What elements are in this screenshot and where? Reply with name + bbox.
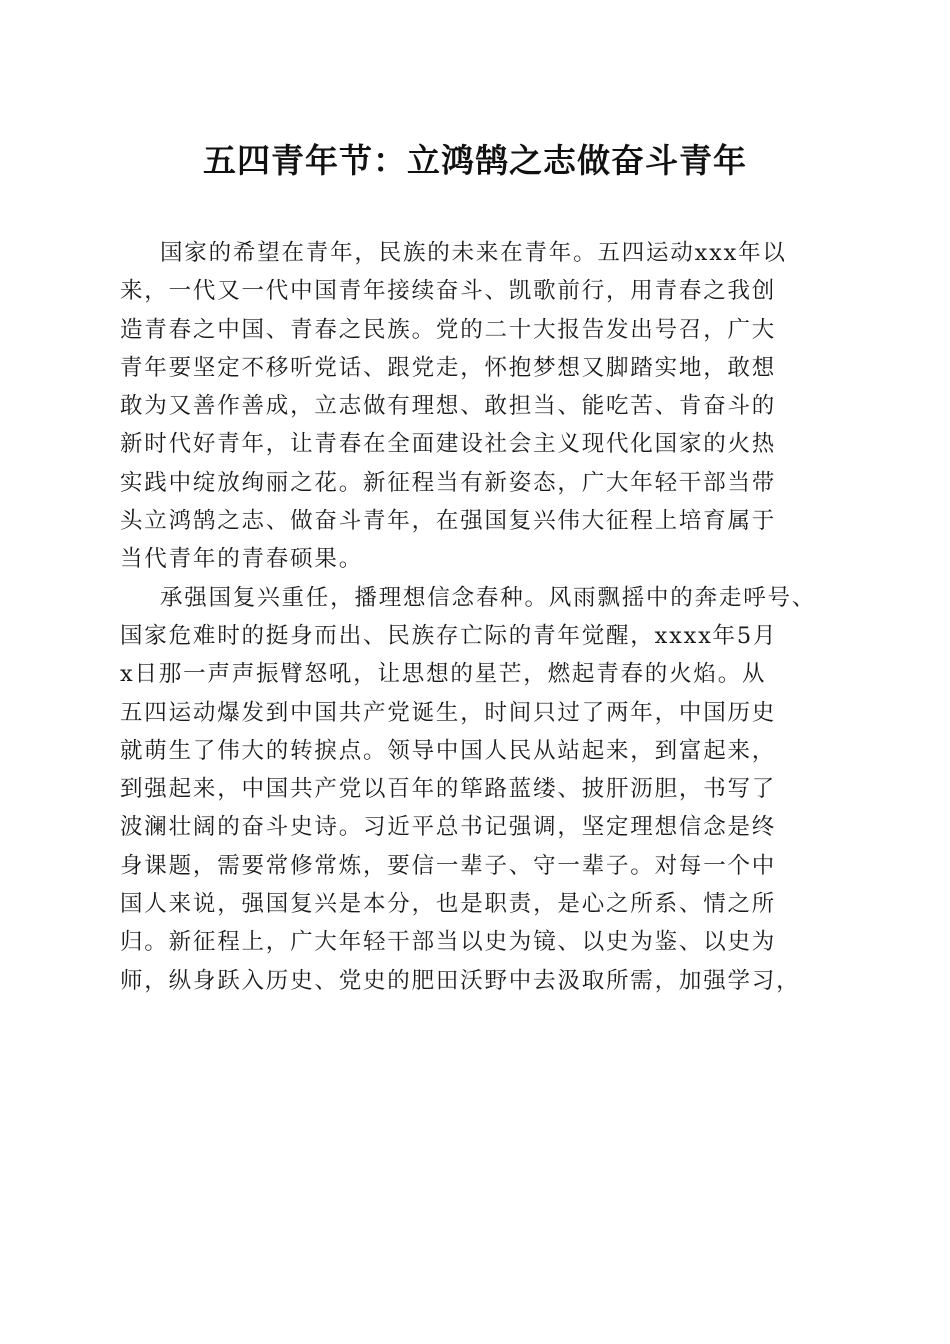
paragraph-line: 来，一代又一代中国青年接续奋斗、凯歌前行，用青春之我创 (120, 278, 777, 305)
paragraph-line: 敢为又善作善成，立志做有理想、敢担当、能吃苦、肯奋斗的 (120, 393, 777, 420)
paragraph-line: 国人来说，强国复兴是本分，也是职责，是心之所系、情之所 (120, 891, 777, 918)
paragraph-line: 造青春之中国、青春之民族。党的二十大报告发出号召，广大 (120, 316, 777, 343)
paragraph-line: 波澜壮阔的奋斗史诗。习近平总书记强调，坚定理想信念是终 (120, 814, 777, 841)
paragraph-line: 青年要坚定不移听党话、跟党走，怀抱梦想又脚踏实地，敢想 (120, 354, 777, 381)
paragraph-line: 五四运动爆发到中国共产党诞生，时间只过了两年，中国历史 (120, 699, 777, 726)
paragraph-line: 国家的希望在青年，民族的未来在青年。五四运动xxx年以 (160, 240, 787, 266)
paragraph-line: 师，纵身跃入历史、党史的肥田沃野中去汲取所需，加强学习， (120, 967, 801, 994)
paragraph-line: 到强起来，中国共产党以百年的筚路蓝缕、披肝沥胆，书写了 (120, 776, 777, 803)
paragraph-line: x日那一声声振臂怒吼，让思想的星芒，燃起青春的火焰。从 (120, 661, 767, 688)
paragraph-line: 新时代好青年，让青春在全面建设社会主义现代化国家的火热 (120, 431, 777, 458)
paragraph-line: 头立鸿鹄之志、做奋斗青年，在强国复兴伟大征程上培育属于 (120, 508, 777, 535)
paragraph-line: 就萌生了伟大的转捩点。领导中国人民从站起来，到富起来， (120, 737, 777, 764)
document-body (120, 234, 832, 1000)
paragraph-line: 国家危难时的挺身而出、民族存亡际的青年觉醒，xxxx年5月 (120, 622, 778, 649)
paragraph-line: 身课题，需要常修常炼，要信一辈子、守一辈子。对每一个中 (120, 852, 777, 879)
paragraph-line: 实践中绽放绚丽之花。新征程当有新姿态，广大年轻干部当带 (120, 469, 777, 496)
paragraph-line: 归。新征程上，广大年轻干部当以史为镜、以史为鉴、以史为 (120, 929, 777, 956)
document-title: 五四青年节：立鸿鹄之志做奋斗青年 (203, 141, 747, 180)
paragraph-line: 承强国复兴重任，播理想信念春种。风雨飘摇中的奔走呼号、 (160, 584, 817, 611)
paragraph-line: 当代青年的青春硕果。 (120, 546, 364, 573)
